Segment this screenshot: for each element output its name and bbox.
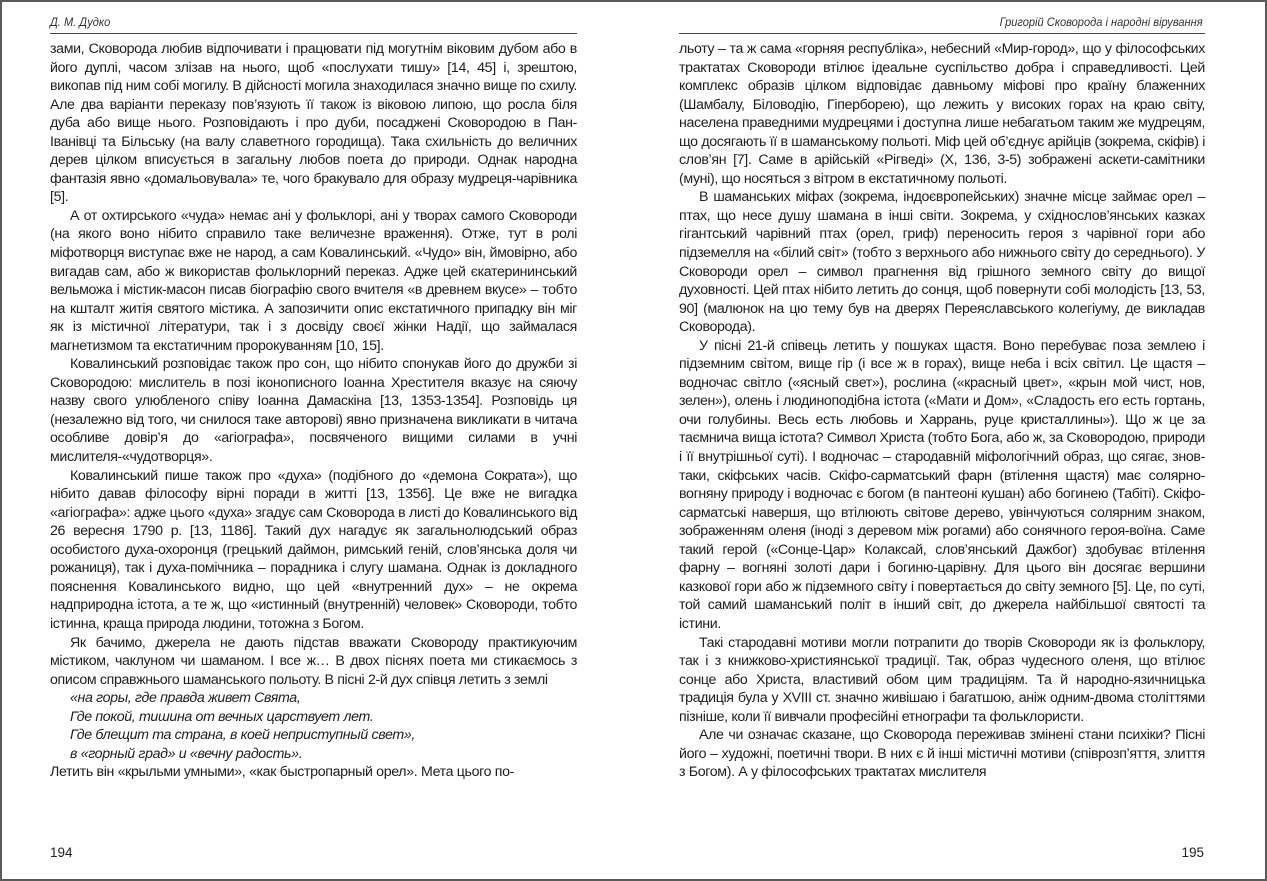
right-page [634, 2, 1265, 879]
page-number: 194 [50, 845, 73, 860]
paragraph: Ковалинський пише також про «духа» (подібного до «демона Сократа»), що нібито давав філософу вірні поради в житті [13, 1356]. Це вже не вигадка «агіографа»: адже цього «духа» згадує сам Сковорода в листі до Ковалинського від 26 вересня 1790 р. [13, 1186]. Такий дух нагадує як загальнолюдський образ особистого духа-охоронця (грецький даймон, римський геній, слов’янська доля чи рожаниця), так і духа-помічника – порадника і слугу шамана. Однак із докладного пояснення Ковалинського видно, що цей «внутренний дух» – не окрема надприродна істота, а те ж, що «истинный (внутренній) человек» Сковороди, тобто істинна, краща природа людини, тотожна з Богом. [50, 467, 577, 632]
right-page-body [679, 40, 1205, 782]
running-head-author: Д. М. Дудко [50, 15, 111, 29]
paragraph: А от охтирського «чуда» немає ані у фольклорі, ані у творах самого Сковороди (на якого воно нібито справило таке величезне враження). Отже, тут в ролі міфотворця виступає вже не народ, а сам Ковалинський. «Чудо» він, ймовірно, або вигадав сам, або ж використав фольклорний переказ. Адже цей єкатерининський вельможа і містик-масон писав біографію свого вчителя «в древнем вкусе» – тобто на кшталт житія святого містика. А запозичити опис екстатичного припадку він міг як із містичної літератури, так і з досвіду своєї жінки Надії, що займалася магнетизмом та екстатичним пророкуванням [10, 15]. [50, 207, 577, 354]
verse-line: Где блещит та страна, в коей неприступный свет», [70, 727, 415, 744]
running-head-title: Григорій Сковорода і народні вірування [999, 15, 1203, 29]
paragraph-continued: Летить він «крыльми умными», «как быстропарный орел». Мета цього по- [50, 764, 515, 781]
paragraph: Але чи означає сказане, що Сковорода переживав змінені стани психіки? Пісні його – художні, поетичні твори. В них є й інші містичні мотиви (співрозп’яття, злиття з Богом). А у філософських трактатах мислителя [679, 727, 1205, 781]
verse-line: «на горы, где правда живет Свята, [70, 690, 301, 707]
header-rule [50, 33, 577, 34]
paragraph: Такі стародавні мотиви могли потрапити до творів Сковороди як із фольклору, так і з книжково-християнської традиції. Так, образ чудесного оленя, що втілює сонце або Христа, властивий обом цим традиціям. Та й народно-язичницька традиція була у XVIII ст. значно живішаю і багатшою, аніж одним-двома століттями пізніше, коли її вивчали професійні етнографи та фольклористи. [679, 634, 1205, 725]
paragraph: льоту – та ж сама «горняя республіка», небесний «Мир-город», що у філософських трактатах Сковороди втілює ідеальне суспільство добра і справедливості. Цей комплекс образів цілком відповідає давньому міфові про країну блаженних (Шамбалу, Біловодію, Гіперборею), що лежить у високих горах на краю світу, населена праведними мудрецями і доступна лише небагатьом таким же мудрецям, що досягають її в шаманському польоті. Міф цей об’єднує арійців (зокрема, скіфів) і слов’ян [7]. Саме в арійській «Рігведі» (X, 136, 3-5) зображені аскети-самітники (муні), що носяться з вітром в екстатичному польоті. [679, 41, 1205, 187]
left-page [2, 2, 634, 879]
paragraph: Як бачимо, джерела не дають підстав вважати Сковороду практикуючим містиком, чаклуном чи шаманом. І все ж… В двох піснях поета ми стикаємось з описом справжнього шаманського польоту. В пісні 2-й дух співця летить з землі [50, 634, 577, 688]
paragraph: зами, Сковорода любив відпочивати і працювати під могутнім віковим дубом або в його дуплі, часом злізав на нього, щоб «послухати тишу» [14, 45] і, зрештою, викопав під ним собі могилу. В дійсності могила знаходилася значно вище по схилу. Але два варіанти переказу пов’язують її також із віковою липою, що росла біля дуба або вище нього. Розповідають і про дуби, посаджені Сковородою в Пан-Іванівці та Більську (на валу славетного городища). Така схильність до величних дерев цілком вписується в загальну любов поета до природи. Однак народна фантазія явно «домальовувала» те, чого бракувало для образу мудреця-чарівника [5]. [50, 41, 577, 206]
header-rule [679, 33, 1205, 34]
verse-line: в «горный град» и «вечну радость». [70, 745, 303, 762]
paragraph: У пісні 21-й співець летить у пошуках щастя. Воно перебуває поза землею і підземним світом, вище гір (і все ж в горах), вище неба і всіх світил. Це щастя – водночас світло («ясный свет»), рослина («красный цвет», «крын мой чист, нов, зелен»), олень і людиноподібна істота («Мати и Дом», «Сладость его есть гортань, очи голубины. Весь есть любовь и Харрань, руце кристаллины»). Що ж це за таємнича вища істота? Символ Христа (тобто Бога, або ж, за Сковородою, природи і її внутрішньої суті). І водночас – стародавній міфологічний образ, що сягає, знов-таки, скіфських часів. Скіфо-сарматський фарн (втілення щастя) має солярно-вогняну природу і водночас є богом (в пантеоні кушан) або богинею (Табіті). Скіфо-сарматські навершя, що втілюють світове дерево, увінчуються солярним знаком, зображенням оленя (іноді з деревом між рогами) або сонячного героя-воїна. Саме такий герой («Сонце-Цар» Колаксай, слов’янський Дажбог) здобуває втілення фарну – вогняні золоті дари і богиню-царівну. Для цього він досягає вершини казкової гори або ж підземного світу і повертається до світу земного [5]. Це, по суті, той самий шаманський політ в інший світ, до джерела найбільшої святості та істини. [679, 337, 1205, 632]
paragraph: В шаманських міфах (зокрема, індоєвропейських) значне місце займає орел – птах, що несе душу шамана в інші світи. Зокрема, у східнослов’янських казках гігантський чарівний птах (орел, гриф) переносить героя з чарівної гори або підземелля на «білий світ» (тобто з верхнього або нижнього світу до середнього). У Сковороди орел – символ прагнення від грішного земного світу до вищої духовності. Цей птах нібито летить до сонця, щоб повернути собі молодість [13, 53, 90] (малюнок на цю тему був на дверях Переяславського колегіуму, де викладав Сковорода). [679, 189, 1205, 336]
verse-line: Где покой, тишина от вечных царствует лет. [70, 708, 374, 725]
left-page-body [50, 40, 577, 782]
page-number: 195 [1181, 845, 1204, 860]
paragraph: Ковалинський розповідає також про сон, що нібито спонукав його до дружби зі Сковородою: мислитель в позі іконописного Іоанна Хрестителя вказує на сяючу назву свого улюбленого співу Іоанна Дамаскіна [13, 1353-1354]. Розповідь ця (незалежно від того, чи снилося таке авторові) явно призначена викликати в читача особливе довір’я до «агіографа», посвяченого вищими силами в учні мислителя-«чудотворця». [50, 356, 577, 466]
